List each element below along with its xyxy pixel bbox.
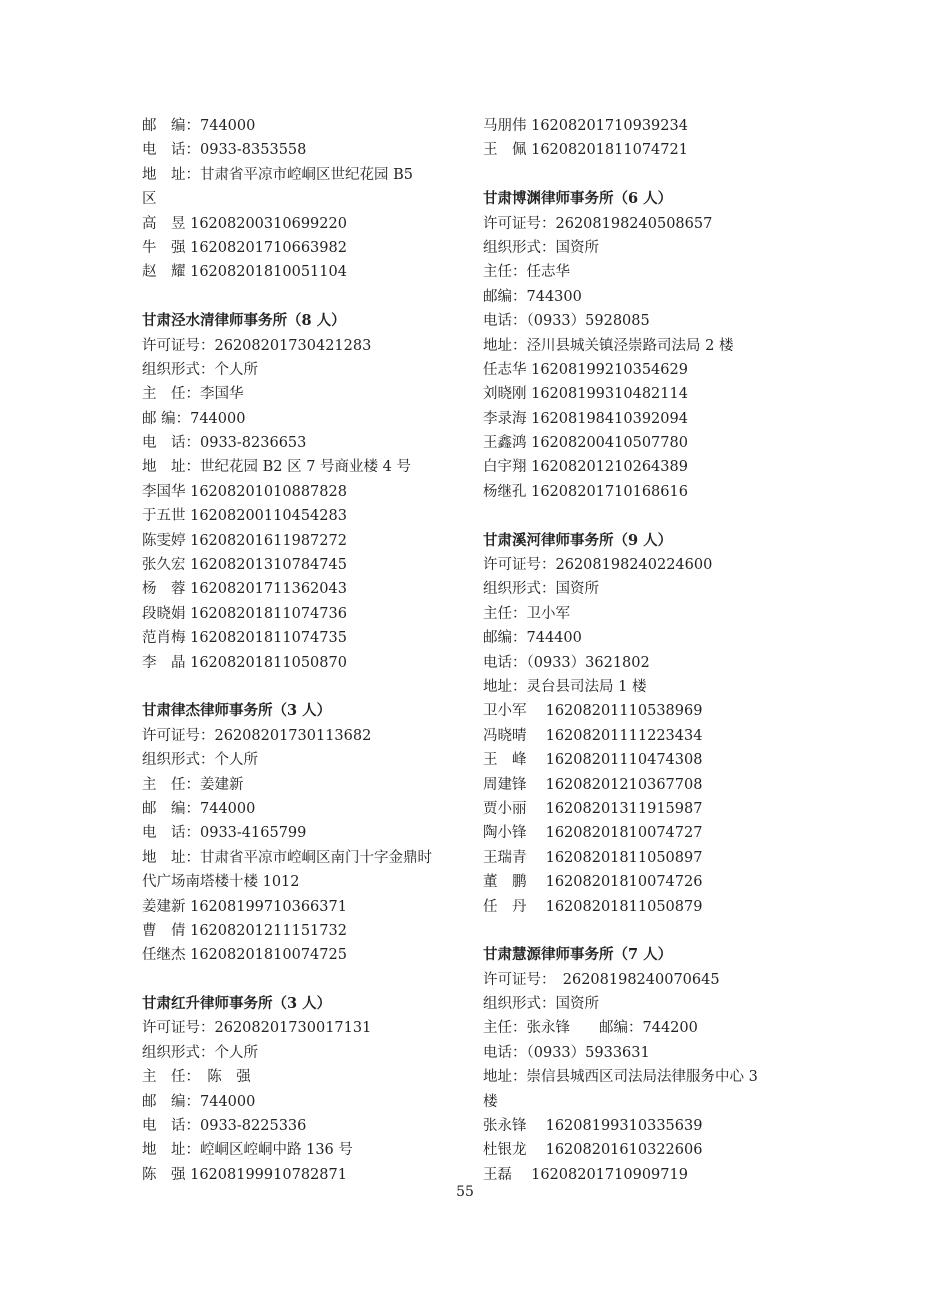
- section-spacer: [483, 919, 803, 943]
- entry-line: 冯晓晴 16208201111223434: [483, 727, 703, 744]
- entry-line: 王瑞青 16208201811050897: [483, 849, 703, 866]
- entry-line: 王鑫鸿 16208200410507780: [483, 435, 688, 452]
- entry-line: 王磊 16208201710909719: [483, 1166, 688, 1183]
- entry-line: 主 任： 陈 强: [142, 1069, 251, 1086]
- entry-line: 主 任：李国华: [142, 386, 244, 403]
- section-spacer: [142, 675, 472, 699]
- entry-line: 电话：（0933）5933631: [483, 1044, 650, 1061]
- entry-line: 地址：灵台县司法局 1 楼: [483, 678, 647, 695]
- entry-line: 区: [142, 191, 157, 208]
- entry-line: 组织形式：国资所: [483, 239, 599, 256]
- entry-line: 主 任：姜建新: [142, 776, 244, 793]
- entry-line: 李录海 16208198410392094: [483, 410, 688, 427]
- entry-line: 电 话：0933-8225336: [142, 1118, 307, 1135]
- firm-heading: 甘肃律杰律师事务所（3 人）: [142, 702, 332, 720]
- left-column: [142, 114, 472, 1187]
- entry-line: 主任：任志华: [483, 264, 570, 281]
- firm-heading: 甘肃溪河律师事务所（9 人）: [483, 531, 673, 549]
- entry-line: 邮编：744300: [483, 288, 582, 305]
- entry-line: 李 晶 16208201811050870: [142, 654, 347, 671]
- entry-line: 白宇翔 16208201210264389: [483, 459, 688, 476]
- entry-line: 高 昱 16208200310699220: [142, 215, 347, 232]
- entry-line: 邮编：744400: [483, 630, 582, 647]
- entry-line: 许可证号：26208201730421283: [142, 337, 372, 354]
- entry-line: 杨继孔 16208201710168616: [483, 483, 688, 500]
- entry-line: 邮 编：744000: [142, 800, 256, 817]
- right-column: [483, 114, 803, 1187]
- entry-line: 代广场南塔楼十楼 1012: [142, 874, 300, 891]
- entry-line: 陶小锋 16208201810074727: [483, 825, 703, 842]
- entry-line: 于五世 16208200110454283: [142, 508, 347, 525]
- entry-line: 杜银龙 16208201610322606: [483, 1142, 703, 1159]
- entry-line: 地 址：崆峒区崆峒中路 136 号: [142, 1142, 353, 1159]
- page-number: 55: [456, 1184, 474, 1200]
- entry-line: 许可证号：26208201730113682: [142, 727, 372, 744]
- entry-line: 王 佩 16208201811074721: [483, 142, 688, 159]
- entry-line: 组织形式：个人所: [142, 361, 258, 378]
- entry-line: 许可证号：26208201730017131: [142, 1020, 372, 1037]
- entry-line: 马朋伟 16208201710939234: [483, 118, 688, 134]
- entry-line: 地 址：甘肃省平凉市崆峒区南门十字金鼎时: [142, 849, 432, 866]
- entry-line: 电话：（0933）3621802: [483, 654, 650, 671]
- entry-line: 地址：崇信县城西区司法局法律服务中心 3: [483, 1069, 758, 1086]
- entry-line: 张永锋 16208199310335639: [483, 1118, 703, 1135]
- entry-line: 段晓娟 16208201811074736: [142, 605, 347, 622]
- entry-line: 主任：卫小军: [483, 605, 570, 622]
- entry-line: 组织形式：个人所: [142, 752, 258, 769]
- entry-line: 主任：张永锋 邮编：744200: [483, 1020, 698, 1037]
- entry-line: 地 址：世纪花园 B2 区 7 号商业楼 4 号: [142, 459, 411, 476]
- section-spacer: [483, 163, 803, 187]
- entry-line: 陈雯婷 16208201611987272: [142, 532, 347, 549]
- entry-line: 周建锋 16208201210367708: [483, 776, 703, 793]
- entry-line: 卫小军 16208201110538969: [483, 703, 703, 720]
- entry-line: 组织形式：个人所: [142, 1044, 258, 1061]
- entry-line: 邮 编：744000: [142, 118, 256, 134]
- section-spacer: [142, 968, 472, 992]
- entry-line: 赵 耀 16208201810051104: [142, 264, 347, 281]
- entry-line: 陈 强 16208199910782871: [142, 1166, 347, 1183]
- entry-line: 张久宏 16208201310784745: [142, 557, 347, 574]
- entry-line: 楼: [483, 1093, 498, 1110]
- entry-line: 许可证号：26208198240224600: [483, 557, 713, 574]
- entry-line: 任志华 16208199210354629: [483, 361, 688, 378]
- entry-line: 组织形式：国资所: [483, 581, 599, 598]
- entry-line: 董 鹏 16208201810074726: [483, 874, 703, 891]
- entry-line: 电 话：0933-8353558: [142, 142, 307, 159]
- entry-line: 姜建新 16208199710366371: [142, 898, 347, 915]
- entry-line: 电 话：0933-4165799: [142, 825, 307, 842]
- firm-heading: 甘肃博渊律师事务所（6 人）: [483, 190, 673, 208]
- entry-line: 电 话：0933-8236653: [142, 435, 307, 452]
- entry-line: 牛 强 16208201710663982: [142, 239, 347, 256]
- entry-line: 任继杰 16208201810074725: [142, 947, 347, 964]
- entry-line: 许可证号： 26208198240070645: [483, 971, 720, 988]
- entry-line: 贾小丽 16208201311915987: [483, 800, 703, 817]
- entry-line: 地 址：甘肃省平凉市崆峒区世纪花园 B5: [142, 166, 413, 183]
- firm-heading: 甘肃泾水清律师事务所（8 人）: [142, 312, 346, 330]
- entry-line: 地址：泾川县城关镇泾崇路司法局 2 楼: [483, 337, 734, 354]
- entry-line: 组织形式：国资所: [483, 996, 599, 1013]
- firm-heading: 甘肃红升律师事务所（3 人）: [142, 995, 332, 1013]
- entry-line: 王 峰 16208201110474308: [483, 752, 703, 769]
- section-spacer: [142, 285, 472, 309]
- entry-line: 李国华 16208201010887828: [142, 483, 347, 500]
- entry-line: 刘晓刚 16208199310482114: [483, 386, 688, 403]
- entry-line: 许可证号：26208198240508657: [483, 215, 713, 232]
- section-spacer: [483, 504, 803, 528]
- entry-line: 曹 倩 16208201211151732: [142, 922, 347, 939]
- entry-line: 杨 蓉 16208201711362043: [142, 581, 347, 598]
- firm-heading: 甘肃慧源律师事务所（7 人）: [483, 946, 673, 964]
- entry-line: 邮 编：744000: [142, 410, 246, 427]
- entry-line: 范肖梅 16208201811074735: [142, 630, 347, 647]
- entry-line: 电话：（0933）5928085: [483, 313, 650, 330]
- entry-line: 邮 编：744000: [142, 1093, 256, 1110]
- entry-line: 任 丹 16208201811050879: [483, 898, 703, 915]
